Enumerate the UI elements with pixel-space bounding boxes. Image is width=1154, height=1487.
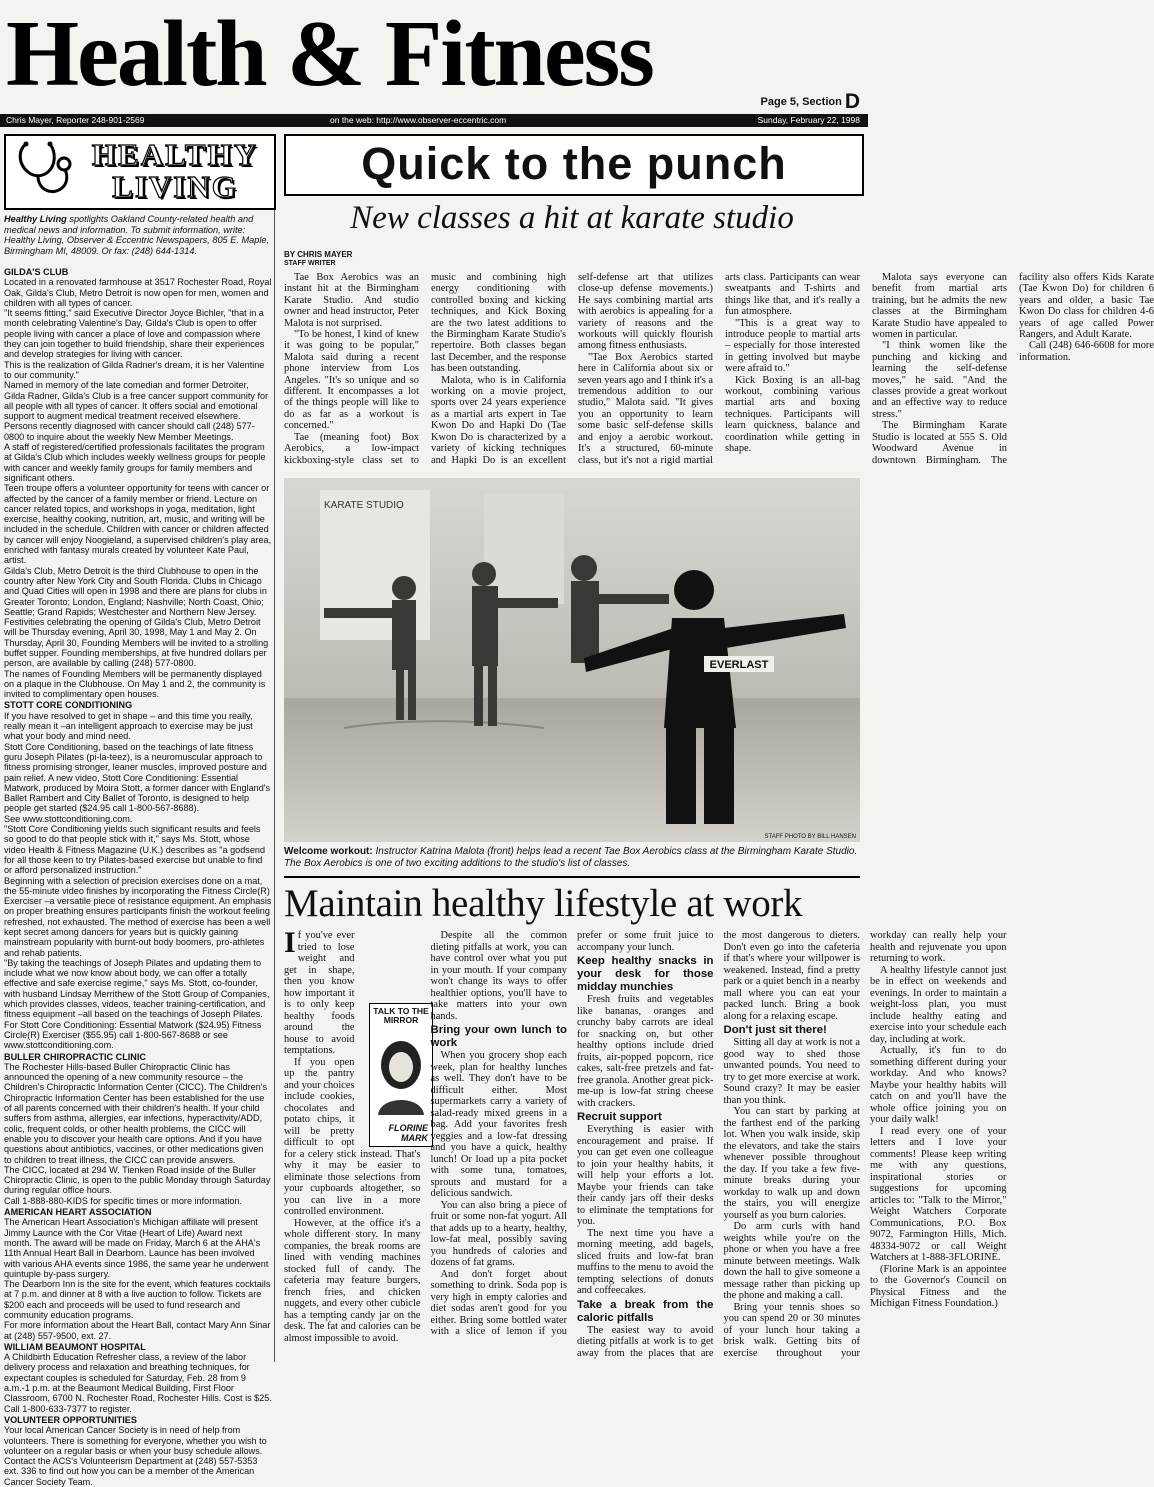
photo-caption [284,846,860,870]
article-paragraph: Bring your tennis shoes so you can spend 20 or 30 minutes of your lunch hour taking a brisk walk. Getting bits of exercise throughout your workday can really help your health and rejuvenate you upon returning to work. [723,930,1007,1359]
article-paragraph: "To be honest, I kind of knew it was going to be popular," Malota said during a recent phone interview from Los Angeles. "It's so unique and so different. It encompasses a lot of the things people will like to do as far as a workout is concerned." [284,329,419,432]
photo-credit: STAFF PHOTO BY BILL HANSEN [764,834,856,840]
article-paragraph: You can start by parking at the farthest end of the parking lot. When you walk inside, skip the elevators, and take the stairs whenever possible throughout the day. If you take a few five-minute breaks during your workday to walk up and down the stairs, you will energize yourself as you burn calories. [723,1106,860,1221]
article-paragraph: Fresh fruits and vegetables like bananas, oranges and crunchy baby carrots are ideal for snacking on, but other healthy options include dried fruits, air-popped popcorn, rice cakes, salt-free pretzels and fat-free granola. Another great pick-me-up is low-fat string cheese with crackers. [577,994,714,1109]
reporter-credit: Chris Mayer, Reporter 248-901-2569 [6,115,145,125]
listing-paragraph: Located in a renovated farmhouse at 3517 Rochester Road, Royal Oak, Gilda's Club, Metro Detroit is now open for men, women and children with all types of cancer. [4,277,272,308]
listing-paragraph: For more information about the Heart Ball, contact Mary Ann Sinar at (248) 557-9500, ext. 27. [4,1320,271,1341]
listing-paragraph: See www.stottconditioning.com. [4,813,133,824]
lifestyle-headline: Maintain healthy lifestyle at work [284,882,803,925]
article-paragraph: The next time you have a morning meeting, add bagels, sliced fruits and low-fat bran muffins to the menu to avoid the tempting selections of donuts and coffeecakes. [577,1227,714,1296]
article-paragraph: Actually, it's fun to do something different during your workday. And who knows? Maybe your healthy habits will catch on and you'll have the whole office joining you on your daily walk! [870,1045,1007,1125]
article-paragraph: Everything is easier with encouragement and praise. If you can get even one colleague to join your healthy habits, it will help your efforts a lot. Maybe your friends can take their candy jars off their desks to eliminate the temptations for you. [577,1124,714,1227]
subheading: Keep healthy snacks in your desk for those midday munchies [577,955,714,993]
article-paragraph: However, at the office it's a whole different story. In many companies, the break rooms are lined with vending machines stocked full of candy. The cafeteria may feature burgers, french fries, and chicken nuggets, and every other cubicle has a tempting candy jar on the desk. The fat and calories can be almost impossible to avoid. [284,1217,421,1344]
karate-photo-image [284,478,860,842]
karate-subhead: New classes a hit at karate studio [350,200,794,236]
healthy-living-column [4,134,275,1487]
caption-text: Instructor Katrina Malota (front) helps lead a recent Tae Box Aerobics class at the Birmingham Karate Studio. The Box Aerobics is one of two exciting additions to the studio's list of classes. [284,846,858,869]
article-paragraph: Sitting all day at work is not a good way to shed those unwanted pounds. You need to try to get more exercise at work. Sound crazy? It may be easier than you think. [723,1037,860,1106]
section-title: Health & Fitness [6,2,653,106]
intro-text: spotlights Oakland County-related health and medical news and information. To submit information, write: Healthy Living, Observer & Eccentric Newspapers, 805 E. Maple, Birmingham MI, 48009. Or fax: (248) 644-1314. [4,214,270,256]
subheading: Bring your own lunch to work [430,1024,567,1049]
listing-paragraph: Your local American Cancer Society is in need of help from volunteers. There is something for everyone, whether you wish to volunteer on a regular basis or when your busy schedule allows. [4,1425,267,1456]
article-paragraph: "Tae Box Aerobics started here in California about six or seven years ago and I think it's a tremendous addition to our studio," Malota said. "It gives you an opportunity to learn some basic self-defense skills and enjoy a aerobic workout. It's a structured, 60-minute class, but it's not a rigid martial arts class. Participants can wear sweatpants and T-shirts and things like that, and it's really a fun atmosphere. [578,272,860,466]
listing-paragraph: For Stott Core Conditioning: Essential Matwork ($24.95) Fitness Circle(R) Exerciser ($55.95) call 1-800-567-8688 or see www.stottconditioning.com. [4,1019,262,1051]
page-section-label [761,90,860,114]
healthy-living-intro [4,214,274,256]
article-paragraph: (Florine Mark is an appointee to the Governor's Council on Physical Fitness and the Michigan Fitness Foundation.) [870,1263,1007,1309]
healthy-living-title-line1: HEALTHY [91,137,259,172]
subheading: Don't just sit there! [723,1024,827,1036]
listing-heading: BULLER CHIROPRACTIC CLINIC [4,1051,146,1062]
listing-paragraph: Gilda's Club, Metro Detroit is the third Clubhouse to open in the country after New York City and South Florida. Clubs in Chicago and Quad Cities will open in 1998 and there are plans for clubs in Greater Toronto; London, England; Nashville; North Coast, Ohio; Seattle; Grand Rapids; Westchester and Northern New Jersey. [4,565,267,617]
listing-paragraph: The American Heart Association's Michigan affiliate will present Jimmy Launce with the Cor Vitae (Heart of Life) Award next month. The award will be made on Friday, March 6 at the AHA's 11th Annual Heart Ball in Dearborn. Launce has been involved with various AHA events since 1986, the same year he underwent quintuple by-pass surgery. [4,1217,269,1279]
drop-cap: I [284,926,296,959]
listing-paragraph: "It seems fitting," said Executive Director Joyce Bichler, "that in a month celebrating Valentine's Day, Gilda's Club is open to offer people living with cancer a place of love and compassion where they can join together to build friendship, share their experiences and develop strategies for living with cancer. [4,308,265,360]
article-paragraph: If you've ever tried to lose weight and get in shape, then you know how important it is to only keep healthy foods around the house to avoid temptations. [284,926,355,1056]
article-paragraph: I read every one of your letters and I love your comments! Please keep writing me with any questions, inspirational stories or suggestions for upcoming articles to: "Talk to the Mirror," Weight Watchers Corporate Communications, P.O. Box 9072, Farmington Hills, Mich. 48334-9072 or call Weight Watchers at 1-888-3FLORINE. [870,1125,1007,1263]
lifestyle-columns [284,926,1007,1360]
listing-paragraph: Contact the ACS's Volunteerism Department at (248) 557-5353 ext. 336 to find out how you can be a member of the American Cancer Society Team. [4,1456,258,1487]
subheading: Recruit support [577,1111,662,1123]
karate-article-body [284,272,1154,474]
mirror-label: TALK TO THE MIRROR [373,1006,429,1025]
listing-paragraph: "Stott Core Conditioning yields such significant results and feels so good to do that people stick with it," says Ms. Stott, whose video Health & Fitness Magazine (U.K.) describes as "a godsend for all those keen to try Pilates-based exercise but unable to find or afford personalized instruction." [4,824,266,876]
healthy-living-listings [4,266,272,1487]
section-divider [284,876,860,878]
listing-paragraph: The Dearborn Inn is the site for the event, which features cocktails at 7 p.m. and dinner at 8 with a live auction to follow. Tickets are $200 each and proceeds will be used to fund research and community education programs. [4,1279,271,1320]
listing-heading: GILDA'S CLUB [4,267,69,277]
listing-heading: STOTT CORE CONDITIONING [4,700,133,711]
everlast-shirt-text: EVERLAST [709,659,769,671]
listing-paragraph: A Childbirth Education Refresher class, a review of the labor delivery process and relaxation and breathing techniques, for expectant couples is scheduled for Saturday, Feb. 28 from 9 a.m.-1 p.m. at the Beaumont Medical Building, First Floor Classroom, 6700 N. Rochester Road, Rochester Hills. Cost is $25. Call 1-800-633-7377 to register. [4,1352,272,1414]
listing-paragraph: The Rochester Hills-based Buller Chiropractic Clinic has announced the opening of a new community resource – the Children's Chiropractic Information Center (CICC). The Children's Chiropractic Information Center has been established for the use of all parents concerned with their children's health. If your child suffers from asthma, allergies, ear infections, hyperactivity/ADD, colic, frequent colds, or other health problems, the CICC will enable you to discover your health care options. And if you have questions about antibiotics, vaccines, or other medications given to children to treat illness, the CICC can provide answers. [4,1061,268,1165]
article-paragraph: Kick Boxing is an all-bag workout, combining various martial arts and boxing techniques. Participants will learn quickness, balance and coordination while getting in shape. [725,374,860,455]
article-paragraph: Malota, who is in California working on a movie project, sports over 24 years experience as a martial arts expert in Tae Kwon Do and Hapki Do (Tae Kwon Do is characterized by a variety of kicking techniques and Hapki Do is an excellent self-defense art that utilizes close-up defense movements.) He says combining martial arts with aerobics is appealing for a variety of reasons and the workouts will quickly flourish among fitness enthusiasts. [431,272,713,466]
article-paragraph: Call (248) 646-6608 for more information. [1019,340,1154,363]
article-paragraph: Malota says everyone can benefit from martial arts training, but he admits the new classes at the Birmingham Karate Studio have appealed to women in particular. [872,272,1007,341]
intro-bold: Healthy Living [4,214,67,224]
masthead-info-bar [0,114,868,127]
article-paragraph: Tae (meaning foot) Box Aerobics, a low-impact kickboxing-style class set to music and combining high energy conditioning with controlled boxing and kicking techniques, and Kick Boxing are the two latest additions to the Birmingham Karate Studio's repertoire. Both classes began last December, and the response has been outstanding. [284,272,566,466]
listing-heading: AMERICAN HEART ASSOCIATION [4,1207,152,1218]
article-paragraph: And don't forget about something to drink. Soda pop is very high in empty calories and diet sodas aren't good for you either. Bring some bottled water with a slice of lemon if you prefer or some fruit juice to accompany your lunch. [430,930,714,1337]
listing-paragraph: Beginning with a selection of precision exercises done on a mat, the 55-minute video finishes by incorporating the Fitness Circle(R) Exerciser –a versatile piece of resistance equipment. An emphasis on proper breathing ensures participants finish the workout feeling refreshed, not exhausted. The method of exercise has been a well kept secret among dancers for years but is quickly gaining mainstream popularity with burnt-out body boomers, pro-athletes and rehab patients. [4,875,272,958]
section-letter: D [844,90,860,113]
listing-paragraph: Named in memory of the late comedian and former Detroiter, Gilda Radner, Gilda's Club is a free cancer support community for all people with all types of cancer. It offers social and emotional support to augment medical treatment received elsewhere. Persons recently diagnosed with cancer should call (248) 577-0800 to inquire about the weekly New Member Meetings. [4,380,269,442]
listing-heading: WILLIAM BEAUMONT HOSPITAL [4,1341,146,1352]
listing-paragraph: "By taking the teachings of Joseph Pilates and updating them to include what we now know about body, we can offer a totally effective and safe exercise regime," says Ms. Stott, co-founder, with husband Lindsay Merrithew of the Stott Group of Companies, which provides classes, videos, teacher training-certification, and fitness equipment –all based on the teachings of Joseph Pilates. [4,957,270,1020]
listing-paragraph: If you have resolved to get in shape – and this time you really, really mean it –an intelligent approach to exercise may be just what your body and mind need. [4,710,253,742]
listing-paragraph: A staff of registered/certified professionals facilitates the program at Gilda's Club which includes weekly wellness groups for people with cancer and weekly family groups for family members and significant others. [4,442,266,483]
masthead [0,0,868,112]
listing-paragraph: This is the realization of Gilda Radner's dream, it is her Valentine to our community." [4,359,265,380]
issue-date: Sunday, February 22, 1998 [757,115,860,125]
byline-name: BY CHRIS MAYER [284,250,353,259]
article-paragraph: Tae Box Aerobics was an instant hit at the Birmingham Karate Studio. And studio owner and head instructor, Peter Malota is not surprised. [284,272,419,329]
karate-class-photo [284,478,860,842]
listing-paragraph: Teen troupe offers a volunteer opportunity for teens with cancer or affected by the cancer of a family member or friend. Lecture on cancer related topics, and workshops in yoga, meditation, light exercise, healthy cooking, nutrition, art, music, and writing will be included in the schedule. Children with cancer or children affected by cancer will enjoy Noogieland, a supervised children's play area, enriched with fantasy murals created by volunteer Kate Paul, artist. [4,483,272,566]
article-paragraph: You can also bring a piece of fruit or some non-fat yogurt. All that adds up to a hearty, healthy, low-fat meal, possibly saving you hundreds of calories and dozens of fat grams. [430,1199,567,1268]
article-paragraph: The Birmingham Karate Studio is located at 555 S. Old Woodward Avenue in downtown Birmingham. The facility also offers Kids Karate (Tae Kwon Do) for children 6 years and older, a basic Tae Kwon Do class for children 4-6 years of age called Power Rangers, and Adult Karate. [872,272,1154,466]
listing-paragraph: Festivities celebrating the opening of Gilda's Club, Metro Detroit will be Thursday evening, April 30, 1998, May 1 and May 2. On Thursday, April 30, Founding Members will be invited to a strolling buffet supper. Founding memberships, at five hundred dollars per person, are available by calling (248) 577-0800. [4,617,269,669]
byline [284,250,404,268]
article-paragraph: "This is a great way to introduce people to martial arts – especially for those interested in getting involved but maybe were afraid to." [725,317,860,375]
article-paragraph: A healthy lifestyle cannot just be in effect on weekends and evenings. In order to maintain a weight-loss plan, you must include healthy eating and exercise into your schedule each day, including at work. [870,964,1007,1045]
healthy-living-title-line2: LIVING [112,169,238,204]
listing-paragraph: The names of Founding Members will be permanently displayed on a plaque in the Clubhouse. On May 1 and 2, the community is invited to complimentary open houses. [4,668,266,700]
byline-role: STAFF WRITER [284,260,336,267]
article-paragraph: When you grocery shop each week, plan for healthy lunches as well. They don't have to be difficult either. Most supermarkets carry a variety of salad-ready mixed greens in a bag. Add your favorites fresh veggies and a low-fat dressing and you have a quick, healthy lunch! Or load up a pita pocket with some tuna, tomatoes, sprouts and mustard for a delicious sandwich. [430,1050,567,1199]
web-address: on the web: http://www.observer-eccentric.com [330,115,507,125]
listing-paragraph: Stott Core Conditioning, based on the teachings of late fitness guru Joseph Pilates (pi-la-teez), is a neuromuscular approach to fitness promising stronger, leaner muscles, improved posture and pain relief. A new video, Stott Core Conditioning: Essential Matwork, produced by Moira Stott, a former dancer with England's Ballet Rambert and City Ballet of Toronto, is designed to help people get started ($24.95 call 1-800-567-8688). [4,741,271,814]
karate-headline: Quick to the punch [361,138,787,189]
listing-heading: VOLUNTEER OPPORTUNITIES [4,1414,137,1425]
stethoscope-icon [12,140,76,202]
healthy-living-logo [4,134,276,210]
photo-wall-sign: KARATE STUDIO [324,500,404,511]
caption-lead: Welcome workout: [284,846,376,857]
columnist-name: FLORINE MARK [388,1123,428,1143]
article-paragraph: Despite all the common dieting pitfalls at work, you can have control over what you put in your mouth. If your company won't change its ways to offer healthier options, you'll have to take matters into your own hands. [430,930,567,1022]
page-section-text: Page 5, Section [760,96,842,108]
mirror-spacer [355,1002,421,1148]
article-paragraph: Do arm curls with hand weights while you're on the phone or when you have a free minute between meetings. Walk down the hall to give someone a message rather than picking up the phone and making a call. [723,1221,860,1301]
listing-paragraph: The CICC, located at 294 W. Tienken Road inside of the Buller Chiropractic Clinic, is open to the public Monday through Saturday during regular office hours. [4,1164,271,1196]
article-paragraph: The easiest way to avoid dieting pitfalls at work is to get away from the places that are the most dangerous to dieters. Don't even go into the cafeteria if that's where your willpower is weakened. Instead, find a pretty park or a quiet bench in a nearby mall where you can eat your packed lunch. Bring a book along for a relaxing escape. [577,930,860,1359]
article-paragraph: "I think women like the punching and kicking and learning the self-defense moves," he said. "And the classes provide a great workout and an effective way to reduce stress." [872,340,1007,420]
listing-paragraph: Call 1-888-880-KIDS for specific times or more information. [4,1195,243,1206]
subheading: Take a break from the caloric pitfalls [577,1298,714,1324]
karate-headline-box [284,134,864,196]
article-paragraph: If you open up the pantry and your choices include cookies, chocolates and potato chips, it will be pretty difficult to opt for a celery stick instead. That's why it may be easier to eliminate those selections from your cupboards altogether, so you can live in a more controlled environment. [284,1056,421,1217]
